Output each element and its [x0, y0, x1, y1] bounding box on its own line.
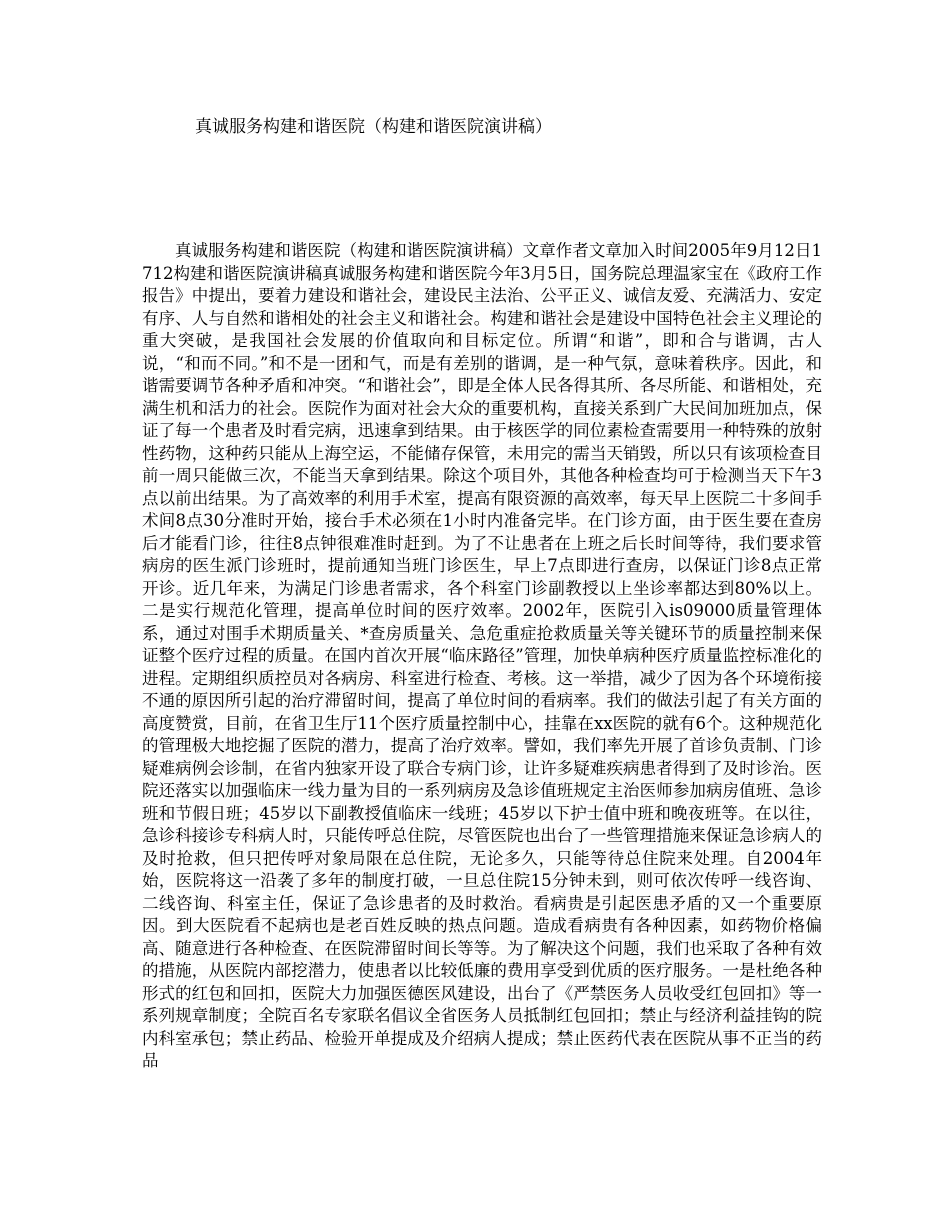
- document-body-paragraph: 真诚服务构建和谐医院（构建和谐医院演讲稿）文章作者文章加入时间2005年9月12日1712构建和谐医院演讲稿真诚服务构建和谐医院今年3月5日，国务院总理温家宝在《政府工作报告》中提出，要着力建设和谐社会，建设民主法治、公平正义、诚信友爱、充满活力、安定有序、人与自然和谐相处的社会主义和谐社会。构建和谐社会是建设中国特色社会主义理论的重大突破，是我国社会发展的价值取向和目标定位。所谓“和谐”，即和合与谐调，古人说，“和而不同。”和不是一团和气，而是有差别的谐调，是一种气氛，意味着秩序。因此，和谐需要调节各种矛盾和冲突。“和谐社会”，即是全体人民各得其所、各尽所能、和谐相处，充满生机和活力的社会。医院作为面对社会大众的重要机构，直接关系到广大民间加班加点，保证了每一个患者及时看完病，迅速拿到结果。由于核医学的同位素检查需要用一种特殊的放射性药物，这种药只能从上海空运，不能储存保管，未用完的需当天销毁，所以只有该项检查目前一周只能做三次，不能当天拿到结果。除这个项目外，其他各种检查均可于检测当天下午3点以前出结果。为了高效率的利用手术室，提高有限资源的高效率，每天早上医院二十多间手术间8点30分准时开始，接台手术必须在1小时内准备完毕。在门诊方面，由于医生要在查房后才能看门诊，往往8点钟很难准时赶到。为了不让患者在上班之后长时间等待，我们要求管病房的医生派门诊班时，提前通知当班门诊医生，早上7点即进行查房，以保证门诊8点正常开诊。近几年来，为满足门诊患者需求，各个科室门诊副教授以上坐诊率都达到80%以上。二是实行规范化管理，提高单位时间的医疗效率。2002年，医院引入is09000质量管理体系，通过对围手术期质量关、*查房质量关、急危重症抢救质量关等关键环节的质量控制来保证整个医疗过程的质量。在国内首次开展“临床路径”管理，加快单病种医疗质量监控标准化的进程。定期组织质控员对各病房、科室进行检查、考核。这一举措，减少了因为各个环境衔接不通的原因所引起的治疗滞留时间，提高了单位时间的看病率。我们的做法引起了有关方面的高度赞赏，目前，在省卫生厅11个医疗质量控制中心，挂靠在xx医院的就有6个。这种规范化的管理极大地挖掘了医院的潜力，提高了治疗效率。譬如，我们率先开展了首诊负责制、门诊疑难病例会诊制，在省内独家开设了联合专病门诊，让许多疑难疾病患者得到了及时诊治。医院还落实以加强临床一线力量为目的一系列病房及急诊值班规定主治医师参加病房值班、急诊班和节假日班；45岁以下副教授值临床一线班；45岁以下护士值中班和晚夜班等。在以往，急诊科接诊专科病人时，只能传呼总住院，尽管医院也出台了一些管理措施来保证急诊病人的及时抢救，但只把传呼对象局限在总住院，无论多久，只能等待总住院来处理。自2004年始，医院将这一沿袭了多年的制度打破，一旦总住院15分钟未到，则可依次传呼一线咨询、二线咨询、科室主任，保证了急诊患者的及时救治。看病贵是引起医患矛盾的又一个重要原因。到大医院看不起病也是老百姓反映的热点问题。造成看病贵有各种因素，如药物价格偏高、随意进行各种检查、在医院滞留时间长等等。为了解决这个问题，我们也采取了各种有效的措施，从医院内部挖潜力，使患者以比较低廉的费用享受到优质的医疗服务。一是杜绝各种形式的红包和回扣，医院大力加强医德医风建设，出台了《严禁医务人员收受红包回扣》等一系列规章制度；全院百名专家联名倡议全省医务人员抵制红包回扣；禁止与经济利益挂钩的院内科室承包；禁止药品、检验开单提成及介绍病人提成；禁止医药代表在医院从事不正当的药品: [142, 241, 822, 1070]
- document-title: 真诚服务构建和谐医院（构建和谐医院演讲稿）: [195, 117, 552, 137]
